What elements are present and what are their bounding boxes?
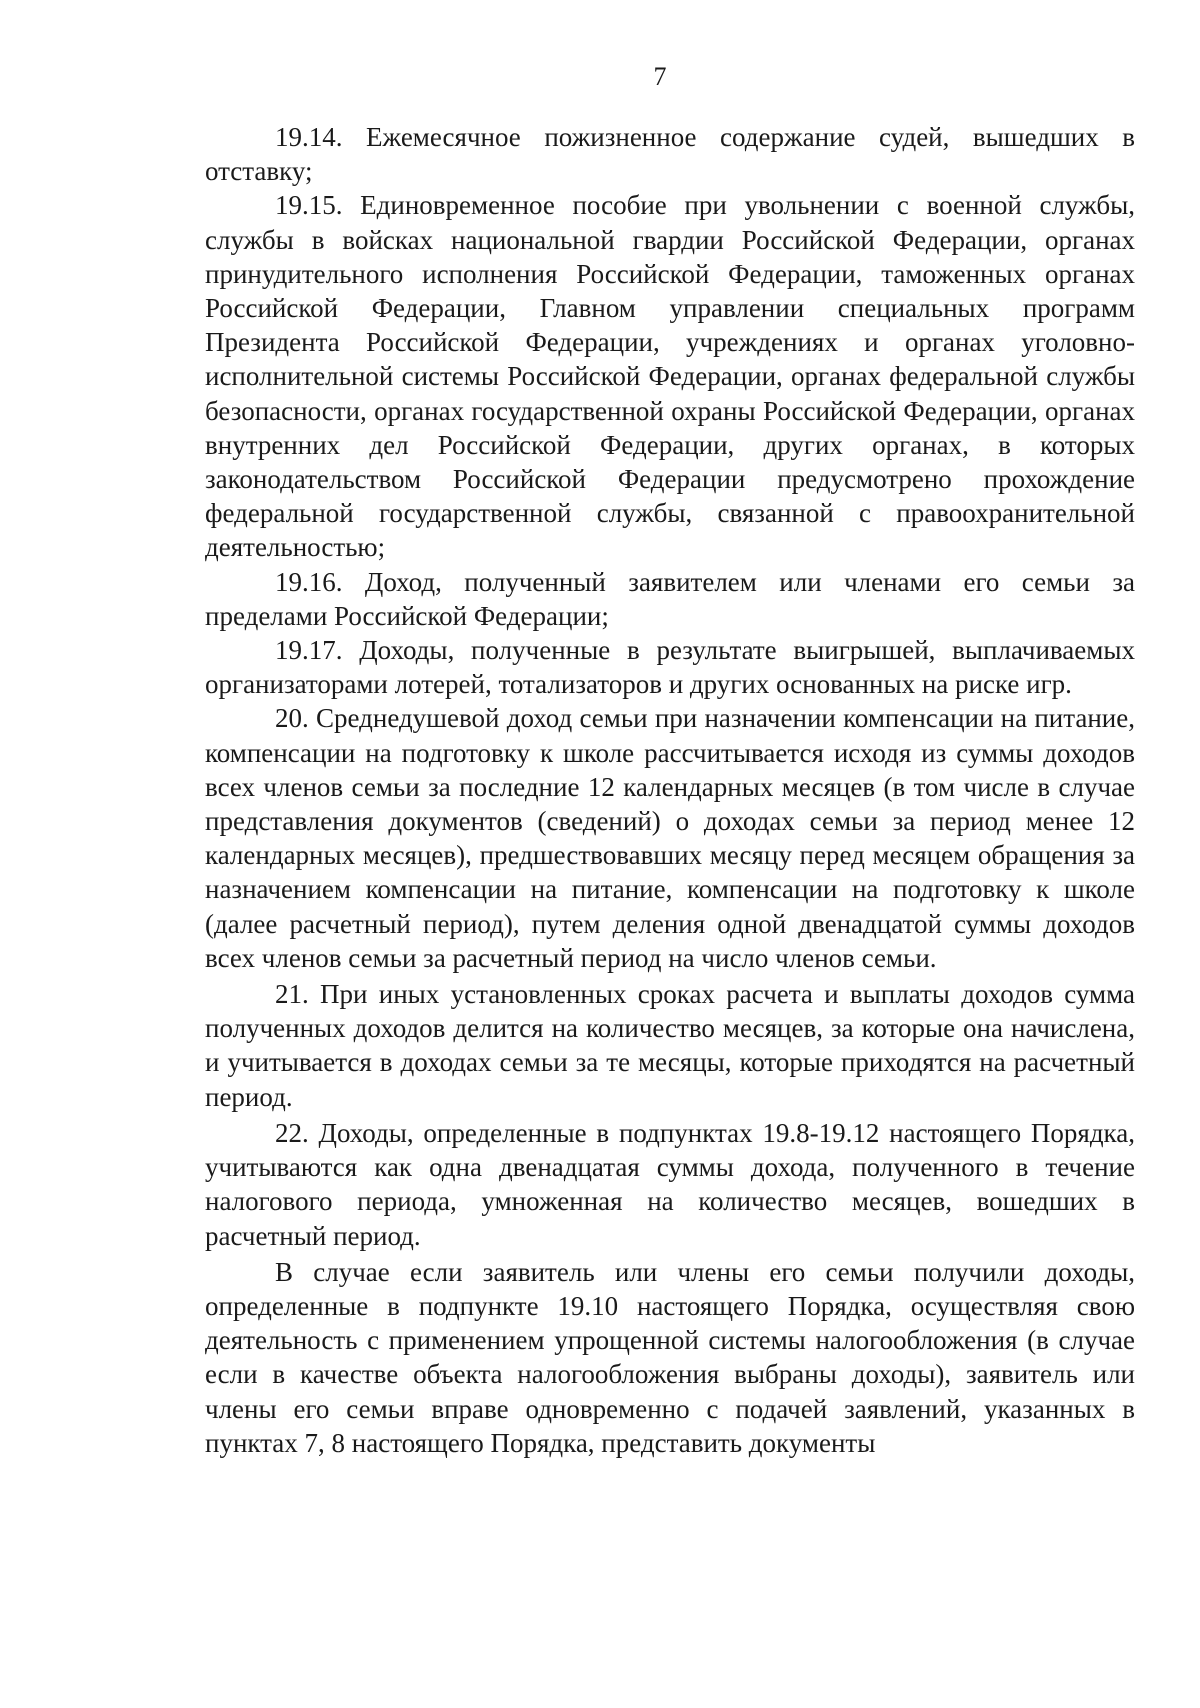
paragraph-19-17: 19.17. Доходы, полученные в результате выигрышей, выплачиваемых организаторами лотерей, тотализаторов и других основанных на риске игр. xyxy=(205,635,1135,700)
paragraph-22: 22. Доходы, определенные в подпунктах 19.8-19.12 настоящего Порядка, учитываются как одна двенадцатая суммы дохода, полученного в течение налогового периода, умноженная на количество месяцев, вошедших в расчетный период. xyxy=(205,1117,1135,1251)
paragraph-19-15: 19.15. Единовременное пособие при увольнении с военной службы, службы в войсках национальной гвардии Российской Федерации, органах принудительного исполнения Российской Федерации, таможенных органах Российской Федерации, Главном управлении специальных программ Президента Российской Федерации, учреждениях и органах уголовно-исполнительной системы Российской Федерации, органах федеральной службы безопасности, органах государственной охраны Российской Федерации, органах внутренних дел Российской Федерации, других органах, в которых законодательством Российской Федерации предусмотрено прохождение федеральной государственной службы, связанной с правоохранительной деятельностью; xyxy=(205,190,1135,563)
paragraph-22-continuation: В случае если заявитель или члены его семьи получили доходы, определенные в подпункте 19.10 настоящего Порядка, осуществляя свою деятельность с применением упрощенной системы налогообложения (в случае если в качестве объекта налогообложения выбраны доходы), заявитель или члены его семьи вправе одновременно с подачей заявлений, указанных в пунктах 7, 8 настоящего Порядка, представить документы xyxy=(205,1256,1135,1458)
paragraph-20: 20. Среднедушевой доход семьи при назначении компенсации на питание, компенсации на подготовку к школе рассчитывается исходя из суммы доходов всех членов семьи за последние 12 календарных месяцев (в том числе в случае представления документов (сведений) о доходах семьи за период менее 12 календарных месяцев), предшествовавших месяцу перед месяцем обращения за назначением компенсации на питание, компенсации на подготовку к школе (далее расчетный период), путем деления одной двенадцатой суммы доходов всех членов семьи за расчетный период на число членов семьи. xyxy=(205,703,1135,973)
page-number: 7 xyxy=(653,62,667,91)
paragraph-21: 21. При иных установленных сроках расчета и выплаты доходов сумма полученных доходов делится на количество месяцев, за которые она начислена, и учитывается в доходах семьи за те месяцы, которые приходятся на расчетный период. xyxy=(205,979,1135,1112)
paragraph-19-14: 19.14. Ежемесячное пожизненное содержание судей, вышедших в отставку; xyxy=(205,122,1135,187)
paragraph-19-16: 19.16. Доход, полученный заявителем или членами его семьи за пределами Российской Федерации; xyxy=(205,566,1135,631)
document-body xyxy=(205,120,1135,1460)
